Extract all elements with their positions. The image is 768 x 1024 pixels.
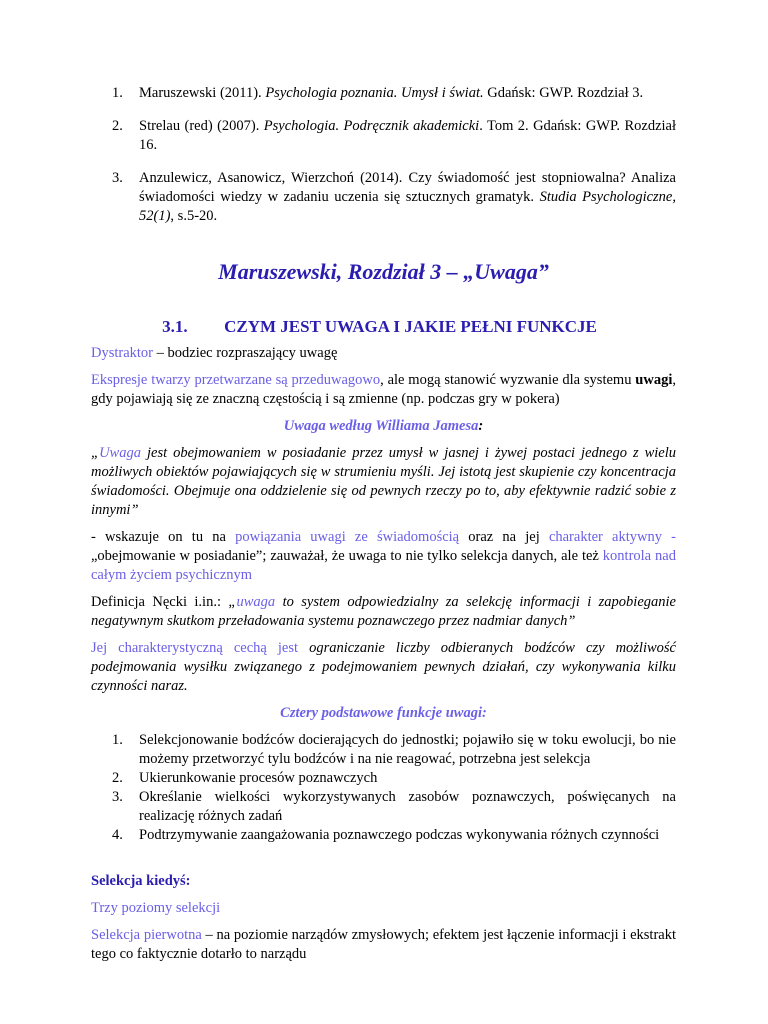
reference-text: Anzulewicz, Asanowicz, Wierzchoń (2014). Czy świadomość jest stopniowalna? Analiza świadomości wiedzy w zadaniu uczenia się sztucznych gramatyk. — [139, 170, 676, 205]
cecha-paragraph — [91, 639, 676, 696]
funkcja-item — [91, 769, 676, 788]
funkcje-subtitle: Cztery podstawowe funkcje uwagi: — [280, 705, 487, 721]
reference-title: Studia Psychologiczne, 52(1) — [139, 189, 676, 224]
reference-list — [91, 84, 676, 226]
document-content — [91, 84, 676, 972]
reference-item — [91, 169, 676, 226]
trzy-poziomy-label: Trzy poziomy selekcji — [91, 900, 221, 916]
james-subtitle-colon: : — [478, 418, 484, 434]
reference-source: Gdańsk: GWP. Rozdział 3. — [483, 85, 644, 101]
ekspresje-rest: , gdy pojawiają się ze znaczną częstością i są zmienne (np. podczas gry w pokera) — [91, 372, 676, 407]
reference-item — [91, 84, 676, 103]
section-heading — [91, 316, 676, 338]
wskazuje-highlight-f: kontrola nad całym życiem psychicznym — [91, 548, 676, 583]
funkcja-text: Ukierunkowanie procesów poznawczych — [139, 770, 378, 786]
reference-title: Psychologia. Podręcznik akademicki — [263, 118, 480, 134]
funkcja-item — [91, 826, 676, 845]
funkcja-text: Selekcjonowanie bodźców docierających do jednostki; pojawiło się w toku ewolucji, bo nie możemy przetworzyć tylu bodźców i na nie reagować, potrzebna jest selekcja — [139, 732, 676, 767]
reference-number: 2. — [112, 118, 123, 134]
quote-close: ” — [130, 502, 139, 518]
james-quote-term: Uwaga — [99, 445, 141, 461]
wskazuje-text-c: oraz na jej — [459, 529, 549, 545]
james-subtitle-text: Uwaga według Williama Jamesa — [283, 418, 479, 434]
james-subtitle — [91, 417, 676, 436]
funkcja-text: Podtrzymywanie zaangażowania poznawczego podczas wykonywania różnych czynności — [139, 827, 660, 843]
ekspresje-mid: , ale mogą stanowić wyzwanie dla systemu — [380, 372, 636, 388]
reference-number: 1. — [112, 85, 123, 101]
reference-text: Strelau (red) (2007). — [139, 118, 264, 134]
definicja-paragraph — [91, 593, 676, 631]
wskazuje-paragraph — [91, 528, 676, 585]
definicja-term: uwaga — [236, 594, 276, 610]
wskazuje-text-e: „obejmowanie w posiadanie”; zauważał, że uwaga to nie tylko selekcja danych, ale też — [91, 548, 603, 564]
funkcja-number: 3. — [112, 789, 123, 805]
chapter-title: Maruszewski, Rozdział 3 – „Uwaga” — [218, 259, 549, 284]
wskazuje-highlight-b: powiązania uwagi ze świadomością — [235, 529, 460, 545]
reference-source: . Tom 2. Gdańsk: GWP. Rozdział 16. — [139, 118, 677, 153]
funkcja-item — [91, 788, 676, 826]
funkcja-number: 4. — [112, 827, 123, 843]
dystraktor-paragraph — [91, 344, 676, 363]
ekspresje-bold: uwagi — [635, 372, 673, 388]
selekcja-pierwotna-term: Selekcja pierwotna — [91, 927, 202, 943]
ekspresje-paragraph — [91, 371, 676, 409]
selekcja-heading: Selekcja kiedyś: — [91, 873, 191, 889]
james-quote — [91, 444, 676, 520]
section-number: 3.1. — [162, 317, 188, 336]
funkcja-item — [91, 731, 676, 769]
funkcja-number: 1. — [112, 732, 123, 748]
quote-open: „ — [91, 445, 100, 461]
funkcja-number: 2. — [112, 770, 123, 786]
james-quote-text: jest obejmowaniem w posiadanie przez umysł w jasnej i żywej postaci jednego z wielu możliwych obiektów pojawiających się w strumieniu myśli. Jej istotą jest skupienie czy koncentracja świadomości. Obejmuje ona oddzielenie się od pewnych rzeczy po to, aby efektywnie radzić sobie z innymi — [91, 445, 676, 518]
wskazuje-highlight-d: charakter aktywny - — [548, 529, 676, 545]
section-label: CZYM JEST UWAGA I JAKIE PEŁNI FUNKCJE — [224, 317, 597, 336]
funkcja-text: Określanie wielkości wykorzystywanych zasobów poznawczych, poświęcanych na realizację różnych zadań — [139, 789, 676, 824]
reference-item — [91, 117, 676, 155]
ekspresje-term: Ekspresje twarzy przetwarzane są przeduwagowo — [91, 372, 381, 388]
definicja-quote-open: „ — [228, 594, 237, 610]
selekcja-pierwotna-paragraph — [91, 926, 676, 964]
cecha-text: ograniczanie liczby odbieranych bodźców czy możliwość podejmowania wysiłku związanego z podejmowaniem pewnych działań, czy wykonywania kilku czynności naraz. — [91, 640, 676, 694]
definicja-intro: Definicja Nęcki i.in.: — [91, 594, 229, 610]
wskazuje-text-a: - wskazuje on tu na — [91, 529, 236, 545]
reference-text: Maruszewski (2011). — [139, 85, 266, 101]
dystraktor-term: Dystraktor — [91, 345, 154, 361]
funkcje-list — [91, 731, 676, 845]
reference-source: , s.5-20. — [170, 208, 218, 224]
reference-title: Psychologia poznania. Umysł i świat. — [265, 85, 484, 101]
cecha-term: Jej charakterystyczną cechą jest — [91, 640, 299, 656]
reference-number: 3. — [112, 170, 123, 186]
dystraktor-definition: – bodziec rozpraszający uwagę — [153, 345, 338, 361]
selekcja-pierwotna-text: – na poziomie narządów zmysłowych; efektem jest łączenie informacji i ekstrakt tego co faktycznie dotarło to narządu — [91, 927, 677, 962]
definicja-text: to system odpowiedzialny za selekcję informacji i zapobieganie negatywnym skutkom przeładowania systemu poznawczego przez nadmiar danych” — [91, 594, 676, 629]
